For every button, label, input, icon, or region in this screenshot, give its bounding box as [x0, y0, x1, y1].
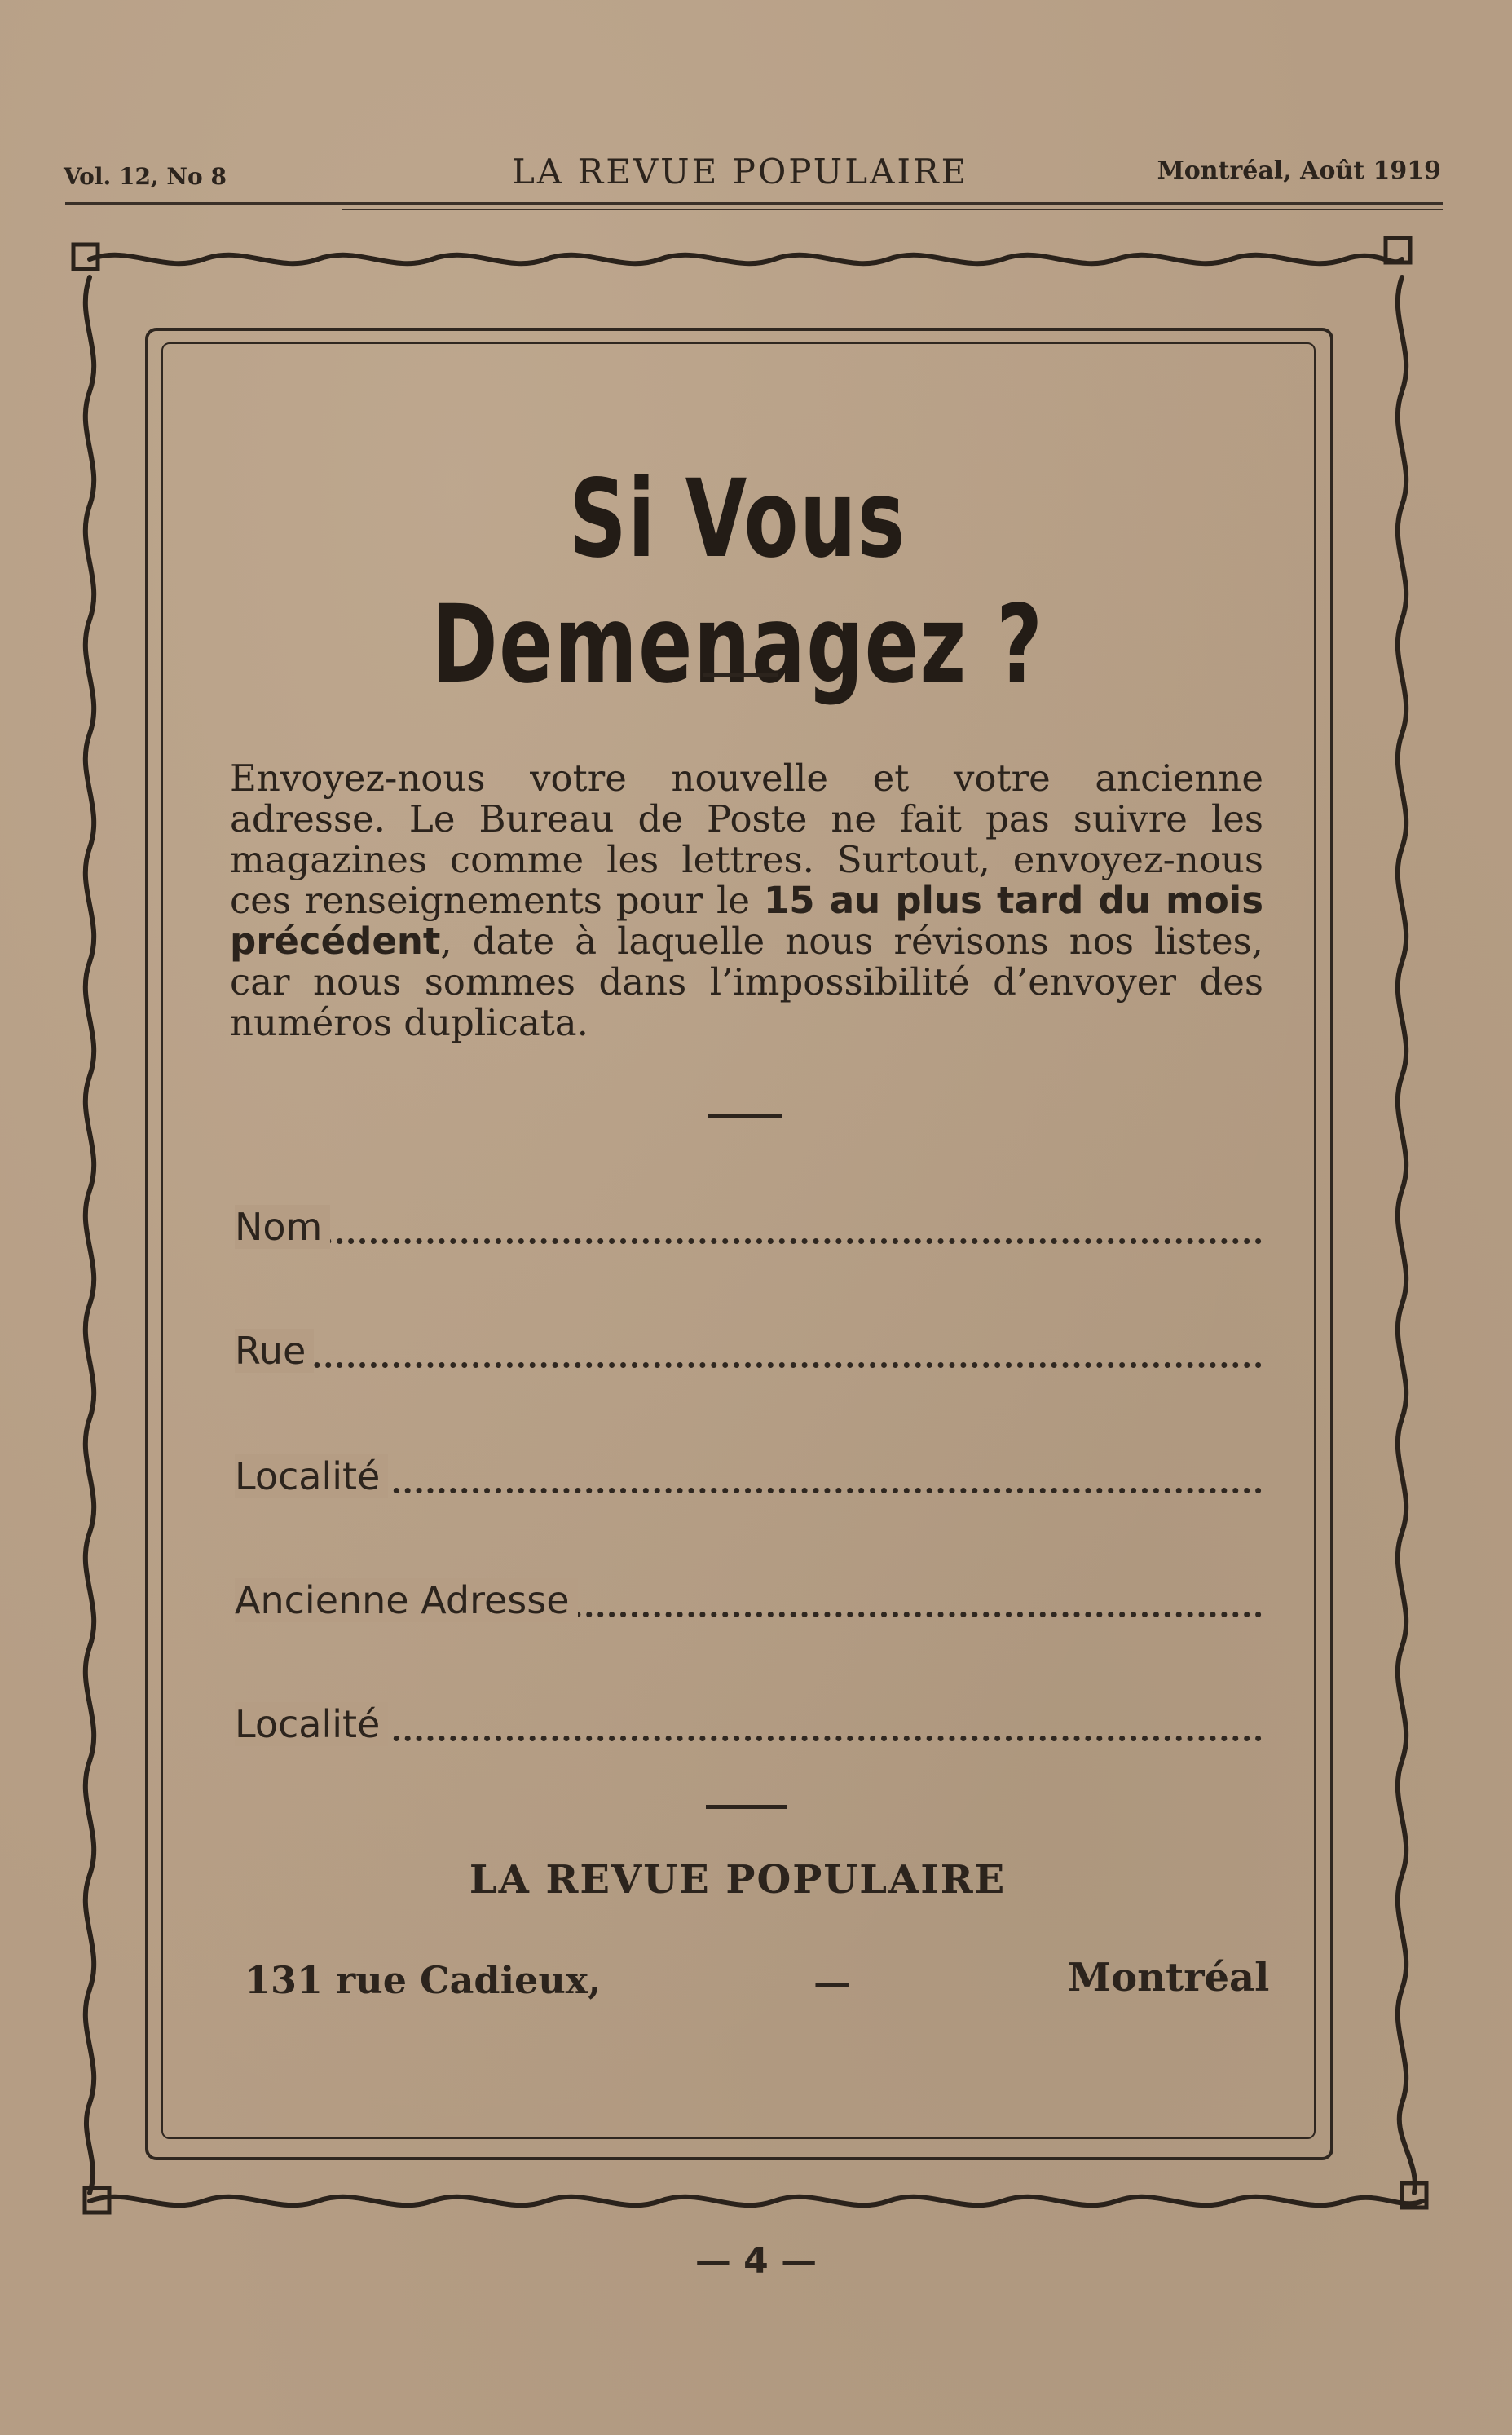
address-dash: — — [813, 1960, 851, 2004]
notice-body-text-end: , date à laquelle nous révisons nos listes, car nous sommes dans l’impossibilité d’envoyer des numéros duplicata. — [230, 920, 1263, 1044]
publisher-city: Montréal — [1068, 1955, 1270, 2000]
dotted-fill-line — [235, 1362, 1262, 1368]
street-label: Rue — [235, 1329, 314, 1373]
name-label: Nom — [235, 1205, 330, 1249]
name-field[interactable] — [235, 1206, 1262, 1255]
locality-field[interactable] — [235, 1456, 1262, 1505]
old-address-label: Ancienne Adresse — [235, 1578, 578, 1622]
notice-body — [230, 758, 1263, 1043]
dotted-fill-line — [235, 1238, 1262, 1244]
locality-label: Localité — [235, 1454, 388, 1498]
publisher-address: 131 rue Cadieux, — [245, 1958, 602, 2002]
magazine-title: LA REVUE POPULAIRE — [512, 152, 969, 192]
publisher-name: LA REVUE POPULAIRE — [469, 1857, 1007, 1903]
separator-rule — [703, 673, 778, 677]
page-number: — 4 — — [694, 2240, 818, 2282]
separator-rule — [708, 1114, 782, 1118]
separator-rule — [706, 1805, 787, 1809]
notice-body-text: Envoyez-nous votre nouvelle et votre ancienne adresse. Le Bureau de Poste ne fait pas suivre les magazines comme les lettres. Surtout, envoyez-nous ces renseignements pour le — [230, 757, 1263, 922]
old-locality-label: Localité — [235, 1702, 388, 1746]
old-address-field[interactable] — [235, 1580, 1262, 1629]
notice-headline: Si Vous Demenagez ? — [431, 457, 1044, 708]
old-locality-field[interactable] — [235, 1704, 1262, 1753]
volume-number: Vol. 12, No 8 — [64, 163, 227, 190]
dotted-fill-line — [235, 1488, 1262, 1493]
notice-deadline: 15 au plus tard du mois précédent — [230, 879, 1264, 963]
street-field[interactable] — [235, 1330, 1262, 1379]
issue-date: Montréal, Août 1919 — [1157, 157, 1441, 185]
dotted-fill-line — [235, 1736, 1262, 1741]
